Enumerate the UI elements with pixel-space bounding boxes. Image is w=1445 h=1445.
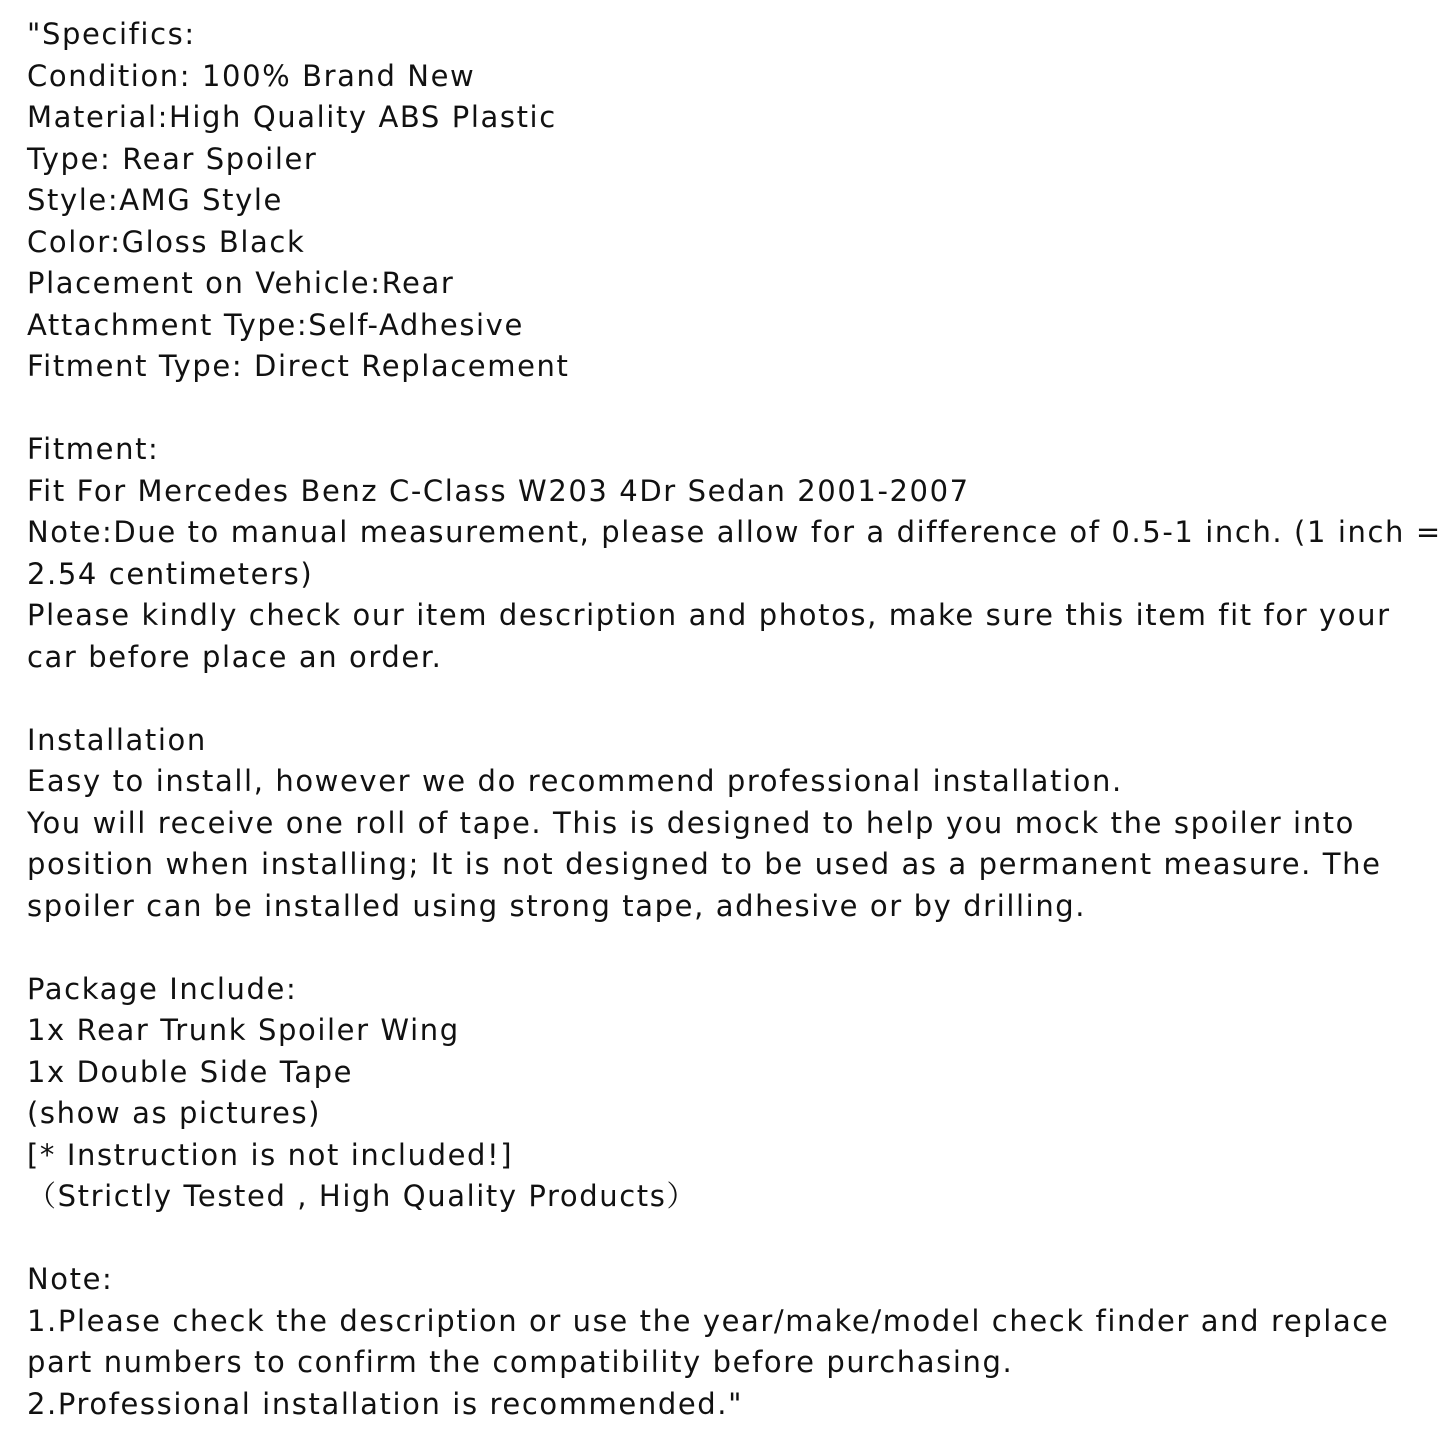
fitment-note-line: Note:Due to manual measurement, please allow for a difference of 0.5-1 inch. (1 inch = xyxy=(27,515,1442,549)
spec-condition: Condition: 100% Brand New xyxy=(27,58,476,93)
spec-style: Style:AMG Style xyxy=(27,183,283,217)
installation-line: Easy to install, however we do recommend professional installation. xyxy=(27,764,1123,798)
package-note-pictures: (show as pictures) xyxy=(27,1096,322,1130)
note-line: part numbers to confirm the compatibility before purchasing. xyxy=(27,1345,1014,1379)
fitment-heading: Fitment: xyxy=(27,432,160,466)
package-heading: Package Include: xyxy=(27,971,298,1006)
note-line: 1.Please check the description or use the year/make/model check finder and replace xyxy=(27,1303,1390,1338)
package-note-quality: （Strictly Tested , High Quality Products） xyxy=(27,1179,698,1213)
note-line: 2.Professional installation is recommended." xyxy=(27,1386,744,1421)
note-section xyxy=(27,1259,1427,1425)
spec-type: Type: Rear Spoiler xyxy=(27,141,318,176)
product-description-document xyxy=(27,14,1442,1425)
fitment-note-line: 2.54 centimeters) xyxy=(27,556,314,591)
installation-section xyxy=(27,720,1427,928)
installation-line: position when installing; It is not designed to be used as a permanent measure. The xyxy=(27,847,1382,881)
specifics-heading: "Specifics: xyxy=(27,17,196,51)
package-section xyxy=(27,969,1427,1218)
installation-line: You will receive one roll of tape. This is designed to help you mock the spoiler into xyxy=(27,805,1355,840)
note-heading: Note: xyxy=(27,1262,114,1296)
fitment-vehicle: Fit For Mercedes Benz C-Class W203 4Dr Sedan 2001-2007 xyxy=(27,473,970,508)
section-spacer xyxy=(27,678,1427,720)
installation-line: spoiler can be installed using strong tape, adhesive or by drilling. xyxy=(27,888,1087,923)
spec-material: Material:High Quality ABS Plastic xyxy=(27,100,557,134)
fitment-section xyxy=(27,429,1442,678)
spec-fitment-type: Fitment Type: Direct Replacement xyxy=(27,349,570,383)
section-spacer xyxy=(27,1218,1427,1260)
spec-placement: Placement on Vehicle:Rear xyxy=(27,266,455,300)
spec-attachment: Attachment Type:Self-Adhesive xyxy=(27,307,524,342)
package-note-instruction: [* Instruction is not included!] xyxy=(27,1137,514,1172)
installation-heading: Installation xyxy=(27,722,207,757)
package-item-spoiler: 1x Rear Trunk Spoiler Wing xyxy=(27,1013,460,1047)
package-item-tape: 1x Double Side Tape xyxy=(27,1054,354,1089)
section-spacer xyxy=(27,388,1427,430)
fitment-check-line: car before place an order. xyxy=(27,639,443,674)
fitment-check-line: Please kindly check our item description and photos, make sure this item fit for your xyxy=(27,598,1391,632)
spec-color: Color:Gloss Black xyxy=(27,224,306,259)
section-spacer xyxy=(27,927,1427,969)
specifics-section xyxy=(27,14,1427,388)
